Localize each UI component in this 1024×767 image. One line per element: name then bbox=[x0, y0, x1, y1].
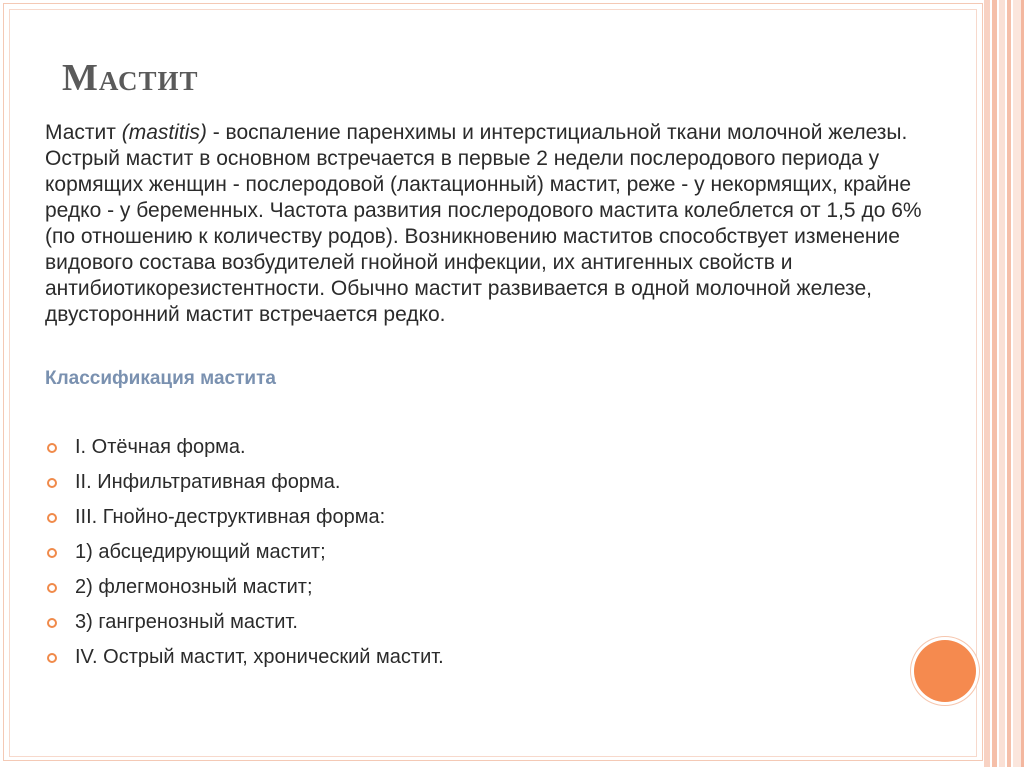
bullet-icon bbox=[47, 548, 57, 558]
bullet-icon bbox=[47, 443, 57, 453]
list-item bbox=[45, 500, 965, 535]
bullet-icon bbox=[47, 653, 57, 663]
slide-content bbox=[45, 120, 965, 675]
intro-paragraph bbox=[45, 120, 955, 328]
slide-title: Мастит bbox=[62, 57, 199, 99]
list-item-text: 1) абсцедирующий мастит; bbox=[75, 541, 326, 563]
decorative-stripe bbox=[999, 0, 1005, 767]
bullet-icon bbox=[47, 513, 57, 523]
list-item-text: 3) гангренозный мастит. bbox=[75, 611, 298, 633]
list-item-text: III. Гнойно-деструктивная форма: bbox=[75, 506, 386, 528]
list-item bbox=[45, 570, 965, 605]
bullet-icon bbox=[47, 583, 57, 593]
list-item-text: 2) флегмонозный мастит; bbox=[75, 576, 313, 598]
list-item bbox=[45, 430, 965, 465]
list-item bbox=[45, 640, 965, 675]
term: Мастит bbox=[45, 121, 116, 144]
list-item-text: II. Инфильтративная форма. bbox=[75, 471, 341, 493]
decorative-stripe bbox=[1013, 0, 1021, 767]
decorative-stripe bbox=[984, 0, 990, 767]
bullet-icon bbox=[47, 478, 57, 488]
list-item bbox=[45, 465, 965, 500]
classification-list bbox=[45, 430, 965, 675]
bullet-icon bbox=[47, 618, 57, 628]
decorative-stripe bbox=[992, 0, 997, 767]
list-item bbox=[45, 535, 965, 570]
classification-heading: Классификация мастита bbox=[45, 368, 276, 389]
list-item bbox=[45, 605, 965, 640]
latin-term: (mastitis) bbox=[121, 121, 207, 144]
list-item-text: I. Отёчная форма. bbox=[75, 436, 246, 458]
decorative-stripe bbox=[1007, 0, 1011, 767]
paragraph-text: - воспаление паренхимы и интерстициальной ткани молочной железы. Острый мастит в основном встречается в первые 2 недели послеродового периода у кормящих женщин - послеродовой (лактационный) мастит, реже - у некормящих, крайне редко - у беременных. Частота развития послеродового мастита колеблется от 1,5 до 6% (по отношению к количеству родов). Возникновению маститов способствует изменение видового состава возбудителей гнойной инфекции, их антигенных свойств и антибиотикорезистентности. Обычно мастит развивается в одной молочной железе, двусторонний мастит встречается редко. bbox=[45, 121, 922, 326]
list-item-text: IV. Острый мастит, хронический мастит. bbox=[75, 646, 444, 668]
